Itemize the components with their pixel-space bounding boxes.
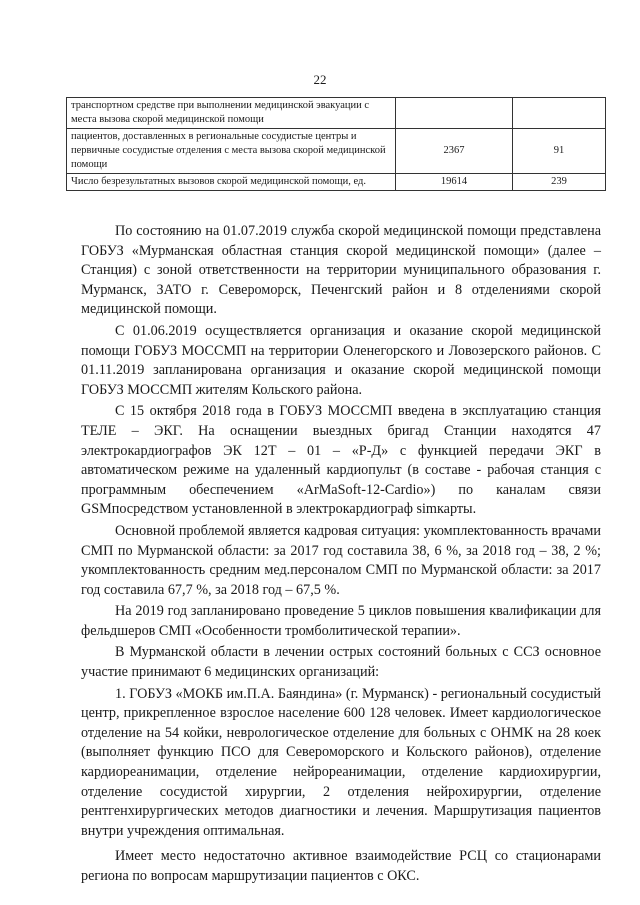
document-body	[81, 222, 601, 887]
table-row	[67, 174, 606, 191]
table-cell-value: 2367	[396, 129, 513, 174]
page-number: 22	[313, 72, 327, 87]
paragraph: Имеет место недостаточно активное взаимодействие РСЦ со стационарами региона по вопросам маршрутизации пациентов с ОКС.	[81, 848, 601, 884]
table-cell-value: 19614	[396, 174, 513, 191]
table-cell-description: Число безрезультатных вызовов скорой медицинской помощи, ед.	[67, 174, 396, 191]
table-row	[67, 129, 606, 174]
paragraph: В Мурманской области в лечении острых состояний больных с ССЗ основное участие принимают 6 медицинских организаций:	[81, 644, 601, 681]
table-cell-value	[396, 98, 513, 129]
paragraph: По состоянию на 01.07.2019 служба скорой медицинской помощи представлена ГОБУЗ «Мурманская областная станция скорой медицинской помощи» (далее – Станция) с зоной ответственности на территории муниципального образования г. Мурманск, ЗАТО г. Североморск, Печенгский район и 8 отделениями скорой медицинской помощи.	[81, 223, 601, 318]
paragraph: Основной проблемой является кадровая ситуация: укомплектованность врачами СМП по Мурманской области: за 2017 год составила 38, 6 %, за 2018 год – 38, 2 %; укомплектованность средним мед.персоналом СМП по Мурманской области: за 2017 год составила 67,7 %, за 2018 год – 67,5 %.	[81, 522, 601, 598]
paragraph: С 15 октября 2018 года в ГОБУЗ МОССМП введена в эксплуатацию станция ТЕЛЕ – ЭКГ. На оснащении выездных бригад Станции находятся 47 электрокардиографов ЭК 12Т – 01 – «Р-Д» с функцией передачи ЭКГ в автоматическом режиме на удаленный кардиопульт (в составе - рабочая станция с программным обеспечением «ArMaSoft-12-Cardio») по каналам связи GSMпосредством установленной в электрокардиограф simкарты.	[81, 403, 601, 518]
paragraph: На 2019 год запланировано проведение 5 циклов повышения квалификации для фельдшеров СМП «Особенности тромболитической терапии».	[81, 603, 601, 639]
table-cell-value: 91	[513, 129, 606, 174]
paragraph: 1. ГОБУЗ «МОКБ им.П.А. Баяндина» (г. Мурманск) - региональный сосудистый центр, прикрепленное взрослое население 600 128 человек. Имеет кардиологическое отделение на 54 койки, неврологическое отделение для больных с ОНМК на 28 коек (выполняет функцию ПСО для Североморского и Кольского районов), отделение кардиореанимации, отделение нейрореанимации, отделение кардиохирургии, отделение сосудистой хирургии, 2 отделения нейрохирургии, отделение рентгенхирургических методов диагностики и лечения. Маршрутизация пациентов внутри учреждения оптимальная.	[81, 685, 601, 839]
statistics-table	[66, 97, 606, 191]
table-cell-description: транспортном средстве при выполнении медицинской эвакуации с места вызова скорой медицинской помощи	[67, 98, 396, 129]
table-cell-value	[513, 98, 606, 129]
paragraph: С 01.06.2019 осуществляется организация и оказание скорой медицинской помощи ГОБУЗ МОССМП на территории Оленегорского и Ловозерского районов. С 01.11.2019 запланирована организация и оказание скорой медицинской помощи ГОБУЗ МОССМП жителям Кольского района.	[81, 322, 601, 398]
table-cell-value: 239	[513, 174, 606, 191]
table-row	[67, 98, 606, 129]
table-cell-description: пациентов, доставленных в региональные сосудистые центры и первичные сосудистые отделения с места вызова скорой медицинской помощи	[67, 129, 396, 174]
